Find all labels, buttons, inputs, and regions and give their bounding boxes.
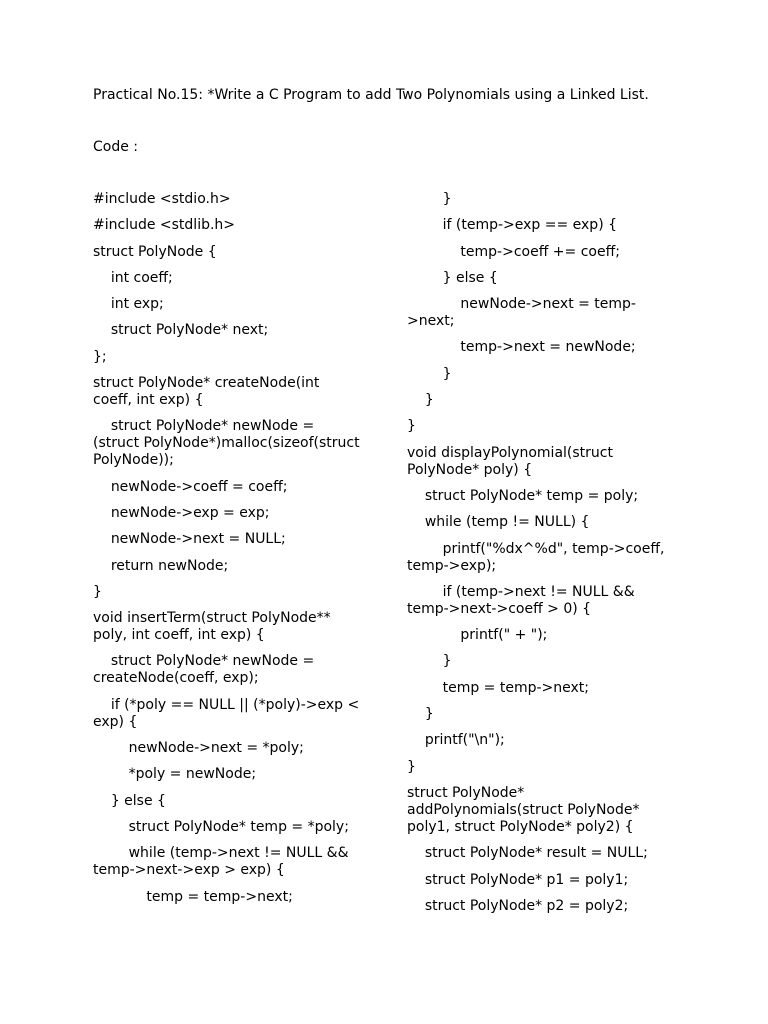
code-line: } (407, 191, 452, 207)
code-line: struct PolyNode* p1 = poly1; (407, 871, 629, 888)
code-line: struct PolyNode* newNode = createNode(coeff, exp); (93, 653, 319, 687)
code-line: if (*poly == NULL || (*poly)->exp < exp) { (93, 696, 364, 730)
code-line: temp->next = newNode; (407, 339, 636, 356)
code-line: int exp; (93, 296, 164, 313)
code-line: struct PolyNode* addPolynomials(struct PolyNode* poly1, struct PolyNode* poly2) { (407, 784, 644, 835)
code-line: return newNode; (93, 557, 229, 574)
code-line: struct PolyNode { (93, 243, 217, 260)
code-line: }; (93, 348, 107, 365)
code-line: } (407, 653, 452, 670)
code-line: #include <stdio.h> (93, 191, 231, 207)
code-label: Code : (93, 139, 139, 155)
code-line: struct PolyNode* next; (93, 322, 269, 339)
code-column-right (407, 191, 677, 924)
code-line: newNode->coeff = coeff; (93, 478, 288, 495)
code-line: newNode->next = temp->next; (407, 296, 636, 330)
code-line: } (93, 583, 102, 600)
code-line: } else { (407, 269, 498, 286)
code-line: printf(" + "); (407, 627, 548, 644)
code-line: } (407, 392, 434, 409)
code-line: struct PolyNode* createNode(int coeff, int exp) { (93, 375, 324, 409)
code-line: printf("%dx^%d", temp->coeff, temp->exp); (407, 540, 669, 574)
code-line: int coeff; (93, 269, 173, 286)
code-line: *poly = newNode; (93, 766, 257, 783)
code-line: while (temp->next != NULL && temp->next->exp > exp) { (93, 845, 353, 879)
code-line: } (407, 706, 434, 723)
code-line: #include <stdlib.h> (93, 217, 236, 234)
code-line: void displayPolynomial(struct PolyNode* poly) { (407, 444, 618, 478)
code-line: while (temp != NULL) { (407, 514, 590, 531)
code-line: if (temp->exp == exp) { (407, 217, 618, 234)
code-line: struct PolyNode* newNode = (struct PolyNode*)malloc(sizeof(struct PolyNode)); (93, 418, 365, 469)
code-line: struct PolyNode* temp = poly; (407, 487, 639, 504)
code-line: temp = temp->next; (407, 679, 590, 696)
code-line: temp->coeff += coeff; (407, 243, 620, 260)
code-column-left (93, 191, 365, 915)
code-line: newNode->exp = exp; (93, 504, 270, 521)
page-title: Practical No.15: *Write a C Program to add Two Polynomials using a Linked List. (93, 87, 649, 103)
code-line: } (407, 365, 452, 382)
code-line: struct PolyNode* temp = *poly; (93, 818, 349, 835)
code-line: } (407, 758, 416, 775)
code-line: printf("\n"); (407, 732, 505, 749)
code-line: } (407, 418, 416, 435)
code-line: newNode->next = NULL; (93, 531, 286, 548)
code-line: } else { (93, 792, 166, 809)
code-line: struct PolyNode* result = NULL; (407, 845, 648, 862)
code-line: temp = temp->next; (93, 888, 293, 905)
code-line: if (temp->next != NULL && temp->next->coeff > 0) { (407, 583, 640, 617)
code-line: struct PolyNode* p2 = poly2; (407, 897, 629, 914)
code-line: newNode->next = *poly; (93, 740, 304, 757)
code-line: void insertTerm(struct PolyNode** poly, int coeff, int exp) { (93, 610, 336, 644)
